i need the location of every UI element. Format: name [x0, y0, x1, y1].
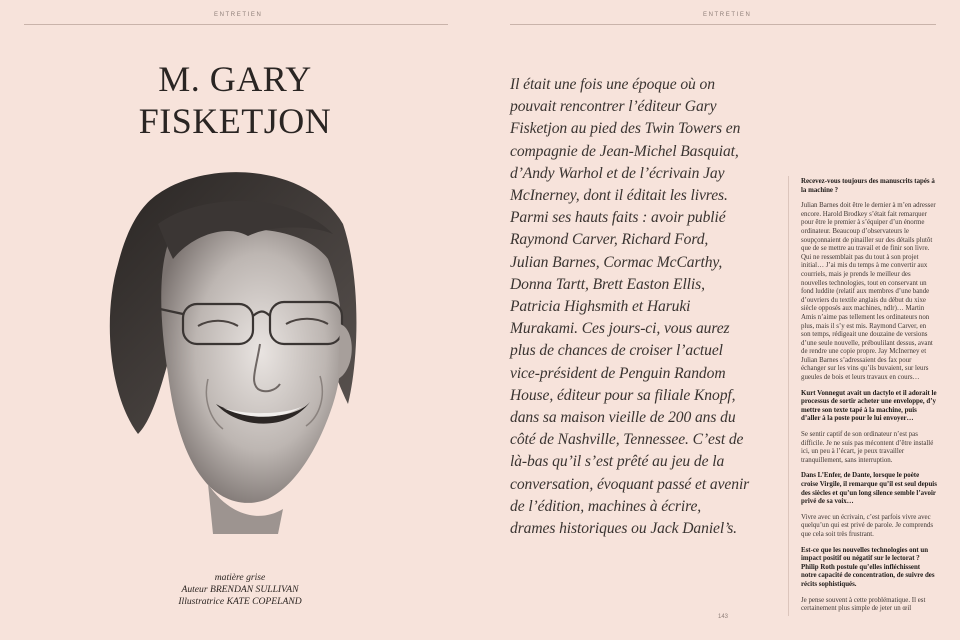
illustration-credits — [140, 572, 340, 608]
header-rule-right — [510, 24, 936, 25]
portrait-illustration — [98, 164, 368, 534]
section-label-left: ENTRETIEN — [214, 12, 263, 18]
page-number: 143 — [717, 614, 728, 620]
section-label-right: ENTRETIEN — [703, 12, 752, 18]
interview-title: M. GARY FISKETJON — [138, 59, 332, 141]
credits-category: matière grise — [214, 572, 266, 583]
interview-question: Dans L’Enfer, de Dante, lorsque le poète croise Virgile, il remarque qu’il est seul depuis des siècles et qu’un long silence semble l’avoir privé de sa voix… — [801, 472, 937, 506]
intro-paragraph: Il était une fois une époque où on pouvait rencontrer l’éditeur Gary Fisketjon au pied des Twin Towers en compagnie de Jean-Michel Basquiat, d’Andy Warhol et de l’écrivain Jay McInerney, dont il éditait les livres. Parmi ses hauts faits : avoir publié Raymond Carver, Richard Ford, Julian Barnes, Cormac McCarthy, Donna Tartt, Brett Easton Ellis, Patricia Highsmith et Haruki Murakami. Ces jours-ci, vous aurez plus de chances de croiser l’actuel vice-président de Penguin Random House, éditeur pour sa filiale Knopf, dans sa maison vieille de 200 ans du côté de Nashville, Tennessee. C’est de là-bas qu’il s’est prêté au jeu de la conversation, évoquant passé et avenir de l’édition, machines à écrire, drames historiques ou Jack Daniel’s. — [510, 76, 750, 538]
interview-answer: Je pense souvent à cette problématique. Il est certainement plus simple de jeter un œil — [801, 596, 926, 613]
interview-question: Recevez-vous toujours des manuscrits tapés à la machine ? — [801, 178, 935, 194]
credits-author: Auteur BRENDAN SULLIVAN — [181, 584, 299, 595]
interview-answer: Se sentir captif de son ordinateur n’est pas difficile. Je ne suis pas mécontent d’être installé ici, un peu à l’écart, je peux travailler tranquillement, sans interruption. — [801, 431, 934, 464]
column-divider — [788, 176, 789, 616]
interview-answer: Vivre avec un écrivain, c’est parfois vivre avec quelqu’un qui est privé de parole. Je comprends que cela soit très frustrant. — [801, 513, 934, 538]
credits-illustrator: Illustratrice KATE COPELAND — [178, 596, 302, 607]
interview-question: Kurt Vonnegut avait un dactylo et il adorait le processus de sortir acheter une enveloppe, d’y mettre son texte tapé à la machine, puis d’aller à la poste pour le lui envoyer… — [801, 389, 937, 423]
header-rule-left — [24, 24, 448, 25]
interview-column — [801, 178, 937, 636]
interview-answer: Julian Barnes doit être le dernier à m’en adresser encore. Harold Brodkey s’était fait remarquer pour être le premier à s’équiper d’un énorme ordinateur. Beaucoup d’observateurs le soupçonnaient de pinailler sur des détails plutôt que de se mettre au travail et de finir son livre. Qui ne ressemblait pas du tout à son projet initial… J’ai mis du temps à me convertir aux courriels, mais je prends le meilleur des nouvelles technologies, tout en conservant un fond luddite (relatif aux membres d’une bande d’ouvriers du textile anglais du début du xixe siècle opposés aux machines, ndlr)… Martin Amis n’aime pas tellement les ordinateurs non plus, mais il s’y est mis. Raymond Carver, en son temps, rédigeait une douzaine de versions d’une seule nouvelle, préboulilant dessus, avant de rendre une copie propre. Jay McInerney et Julian Barnes s’adressaient des fax pour échanger sur les vins qu’ils buvaient, sur leurs gueules de bois et leurs travaux en cours… — [801, 202, 936, 382]
interview-question: Est-ce que les nouvelles technologies ont un impact positif ou négatif sur le lectorat ? Philip Roth postule qu’elles infléchissent notre capacité de concentration, de suivre des récits sophistiqués. — [801, 546, 935, 588]
